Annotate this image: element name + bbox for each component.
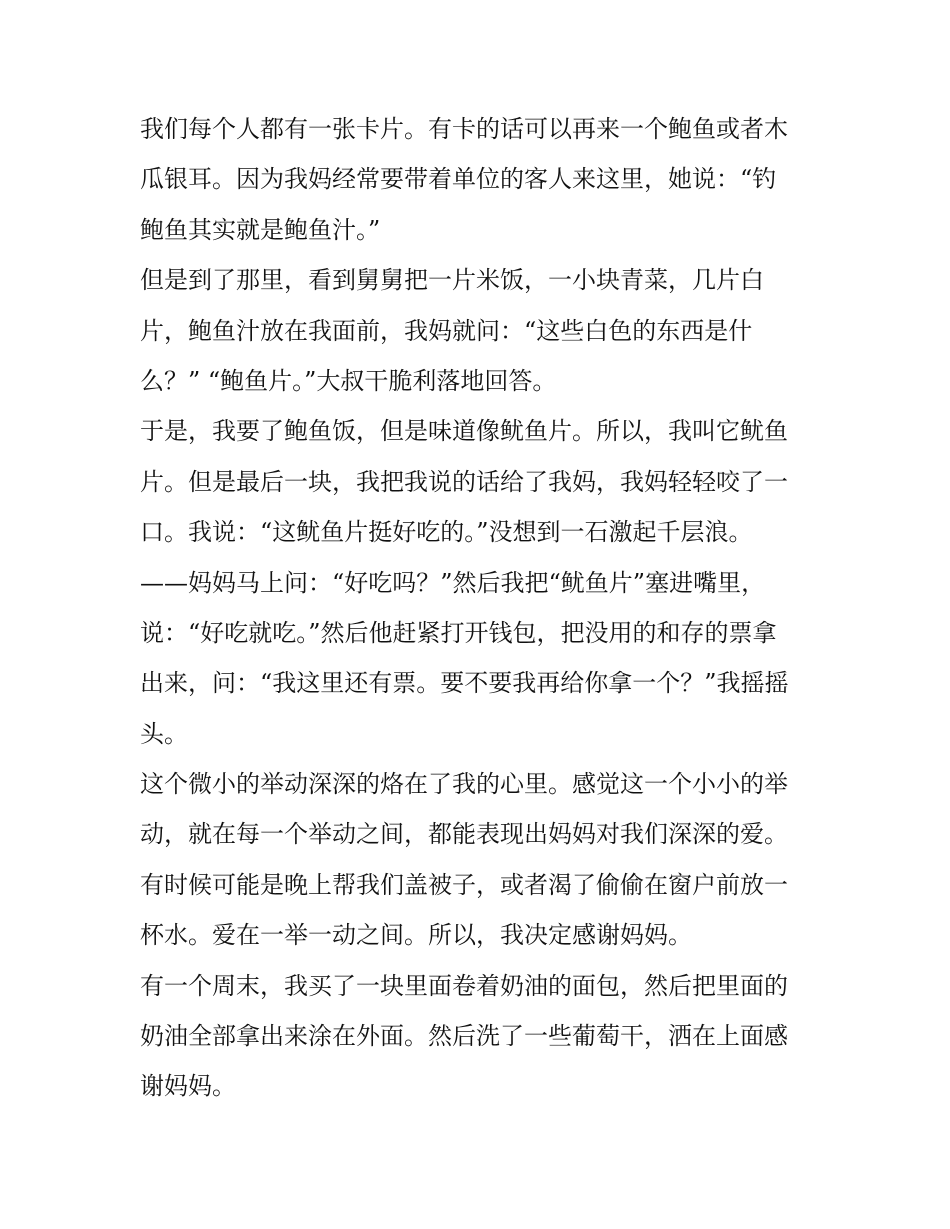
document-body <box>140 104 812 1112</box>
text-line: 鲍鱼其实就是鲍鱼汁。” <box>140 215 381 244</box>
text-line: 瓜银耳。因为我妈经常要带着单位的客人来这里，她说：“钓 <box>140 165 777 194</box>
text-line: 头。 <box>140 719 188 748</box>
text-line: 有一个周末，我买了一块里面卷着奶油的面包，然后把里面的 <box>140 971 788 1000</box>
paragraph-3 <box>140 406 812 759</box>
paragraph-5 <box>140 961 812 1112</box>
text-line: 奶油全部拿出来涂在外面。然后洗了一些葡萄干，洒在上面感 <box>140 1022 788 1051</box>
paragraph-1 <box>140 104 812 255</box>
text-line: 动，就在每一个举动之间，都能表现出妈妈对我们深深的爱。 <box>140 820 788 849</box>
text-line: 有时候可能是晚上帮我们盖被子，或者渴了偷偷在窗户前放一 <box>140 870 788 899</box>
paragraph-2 <box>140 255 812 406</box>
text-line: 谢妈妈。 <box>140 1072 236 1101</box>
text-line: 出来，问：“我这里还有票。要不要我再给你拿一个？”我摇摇 <box>140 669 789 698</box>
text-line: 说：“好吃就吃。”然后他赶紧打开钱包，把没用的和存的票拿 <box>140 618 777 647</box>
text-line: 这个微小的举动深深的烙在了我的心里。感觉这一个小小的举 <box>140 770 788 799</box>
text-line: 片，鲍鱼汁放在我面前，我妈就问：“这些白色的东西是什 <box>140 316 753 345</box>
text-line: 杯水。爱在一举一动之间。所以，我决定感谢妈妈。 <box>140 921 692 950</box>
text-line: 但是到了那里，看到舅舅把一片米饭，一小块青菜，几片白 <box>140 266 764 295</box>
text-line: 么？” “鲍鱼片。”大叔干脆利落地回答。 <box>140 366 557 395</box>
text-line: 于是，我要了鲍鱼饭，但是味道像鱿鱼片。所以，我叫它鱿鱼 <box>140 417 788 446</box>
text-line: 口。我说：“这鱿鱼片挺好吃的。”没想到一石激起千层浪。 <box>140 518 753 547</box>
text-line: 片。但是最后一块，我把我说的话给了我妈，我妈轻轻咬了一 <box>140 467 788 496</box>
paragraph-4 <box>140 759 812 961</box>
text-line: 我们每个人都有一张卡片。有卡的话可以再来一个鲍鱼或者木 <box>140 115 788 143</box>
text-line: ——妈妈马上问：“好吃吗？”然后我把“鱿鱼片”塞进嘴里， <box>140 568 766 597</box>
